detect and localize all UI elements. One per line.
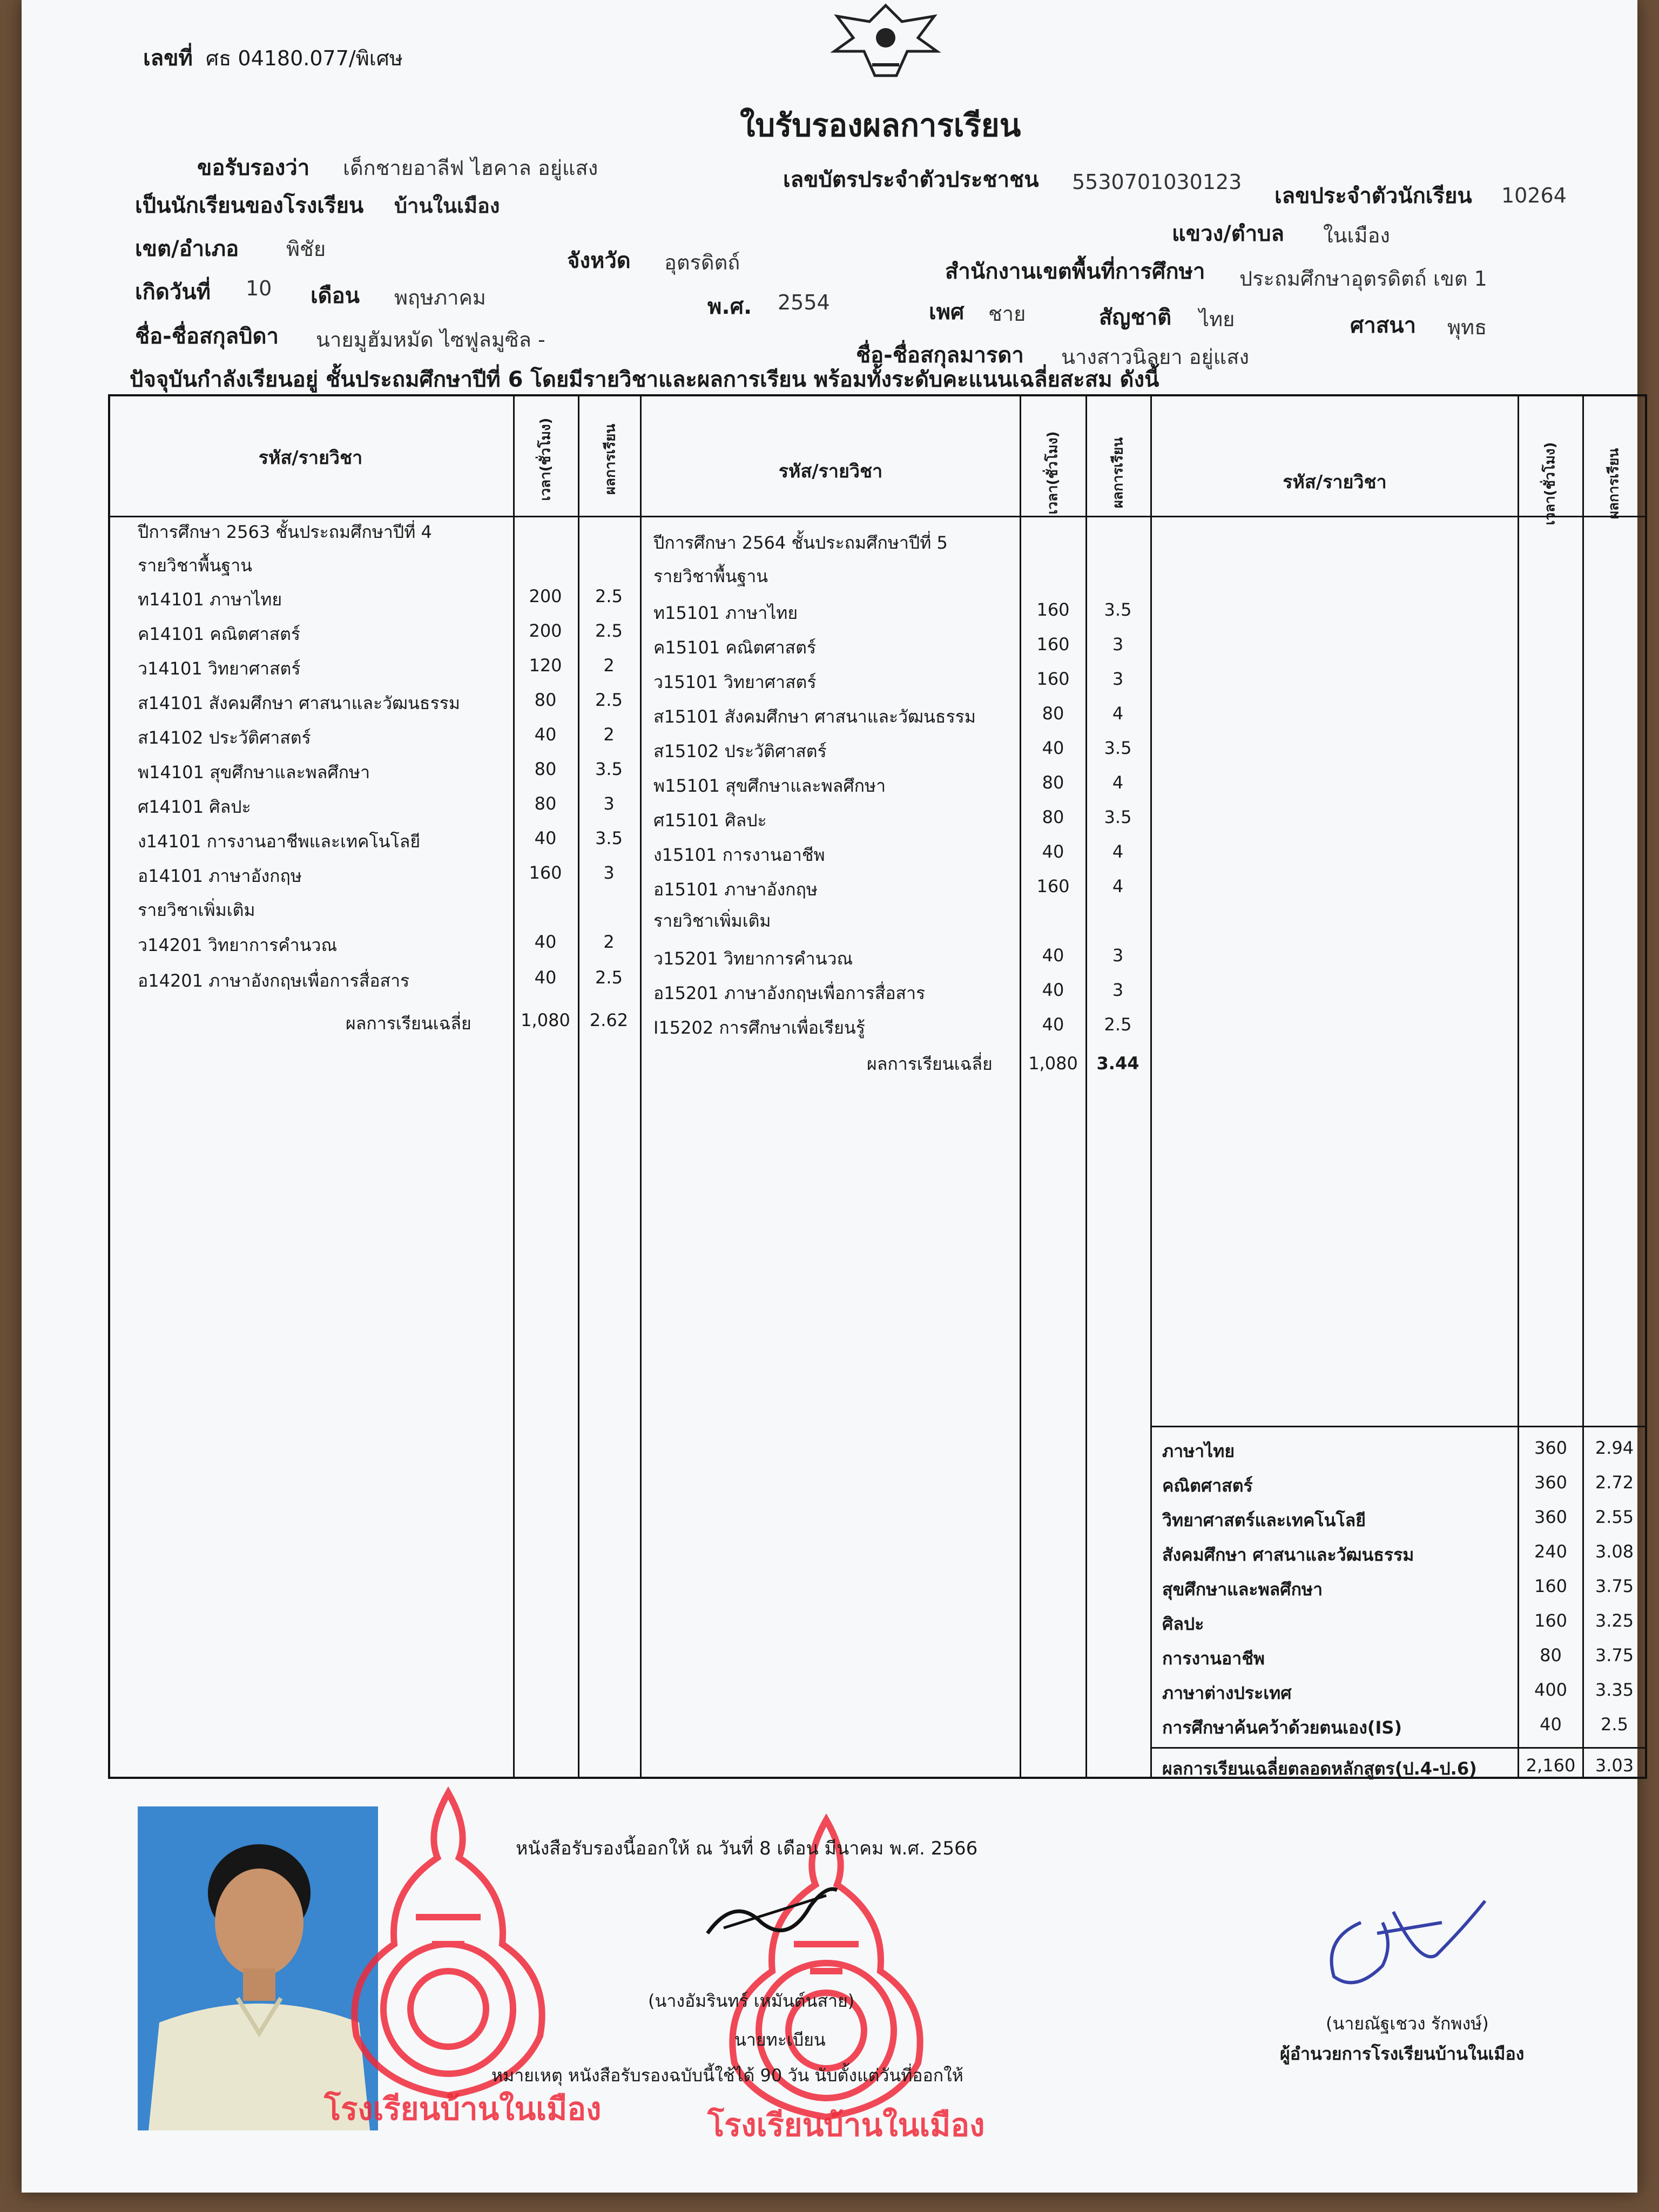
remark-note: หมายเหตุ หนังสือรับรองฉบับนี้ใช้ได้ 90 วัน นับตั้งแต่วันที่ออกให้ (491, 2065, 963, 2086)
col1-row-grade: 2.5 (595, 621, 623, 641)
summary-subject: ศิลปะ (1162, 1614, 1204, 1634)
summary-hours: 360 (1534, 1507, 1568, 1527)
col1-row-hours: 200 (529, 586, 562, 606)
col1-hours-header: เวลา(ชั่วโมง) (537, 417, 554, 501)
col2-row-grade: 3.5 (1104, 807, 1132, 827)
summary-hours: 80 (1540, 1645, 1562, 1665)
col1-extra-row-grade: 2.5 (595, 967, 623, 988)
mother-label: ชื่อ-ชื่อสกุลมารดา (856, 343, 1024, 368)
sex-label: เพศ (929, 300, 965, 325)
summary-hours: 400 (1534, 1680, 1568, 1700)
district-label: เขต/อำเภอ (135, 237, 239, 261)
summary-hours: 240 (1534, 1541, 1568, 1562)
school-value: บ้านในเมือง (394, 194, 500, 218)
doc-no-value: ศธ 04180.077/พิเศษ (206, 46, 403, 70)
col2-row-subject: พ15101 สุขศึกษาและพลศึกษา (653, 775, 886, 796)
student-id-label: เลขประจำตัวนักเรียน (1274, 184, 1472, 208)
col1-row-subject: ว14101 วิทยาศาสตร์ (138, 658, 301, 679)
col3-subject-header: รหัส/รายวิชา (1283, 471, 1387, 493)
summary-hours: 360 (1534, 1438, 1568, 1458)
col1-subject-header: รหัส/รายวิชา (258, 447, 363, 469)
office-label: สำนักงานเขตพื้นที่การศึกษา (945, 259, 1205, 284)
registrar-name: (นางอัมรินทร์ เหมันต์นสาย) (648, 1991, 855, 2011)
col1-row-subject: ค14101 คณิตศาสตร์ (138, 624, 301, 644)
mother-value: นางสาวนิลยา อยู่แสง (1061, 345, 1250, 369)
summary-subject: คณิตศาสตร์ (1162, 1475, 1253, 1496)
col2-row-grade: 3.5 (1104, 599, 1132, 620)
col2-basic-heading: รายวิชาพื้นฐาน (653, 566, 768, 586)
col1-row-grade: 3.5 (595, 759, 623, 779)
col2-row-grade: 3 (1112, 669, 1124, 689)
summary-grade: 3.08 (1595, 1541, 1634, 1562)
col1-extra-row-hours: 40 (534, 967, 557, 988)
col2-row-hours: 160 (1036, 876, 1070, 896)
col1-row-hours: 80 (534, 690, 557, 710)
col2-row-hours: 80 (1042, 772, 1064, 793)
col1-extra-row-subject: ว14201 วิทยาการคำนวณ (138, 935, 338, 955)
summary-hours: 160 (1534, 1576, 1568, 1596)
summary-subject: ภาษาต่างประเทศ (1162, 1683, 1292, 1703)
summary-subject: สังคมศึกษา ศาสนาและวัฒนธรรม (1162, 1545, 1414, 1565)
col2-row-grade: 4 (1112, 772, 1124, 793)
garuda-emblem (821, 0, 950, 81)
seal-center-text: โรงเรียนบ้านในเมือง (707, 2107, 985, 2143)
col1-basic-heading: รายวิชาพื้นฐาน (138, 555, 253, 576)
director-signature (1312, 1890, 1496, 1998)
seal-left-text: โรงเรียนบ้านในเมือง (324, 2090, 602, 2127)
col2-extra-row-hours: 40 (1042, 945, 1064, 966)
doc-no-label: เลขที่ (143, 46, 193, 71)
summary-grade: 2.72 (1595, 1472, 1634, 1493)
col1-row-hours: 40 (534, 724, 557, 745)
col2-row-subject: ง15101 การงานอาชีพ (653, 845, 825, 865)
born-label: เกิดวันที่ (135, 280, 211, 305)
col2-row-grade: 4 (1112, 876, 1124, 896)
col1-row-grade: 3.5 (595, 828, 623, 848)
col1-avg-label: ผลการเรียนเฉลี่ย (346, 1013, 471, 1034)
page-title: ใบรับรองผลการเรียน (740, 107, 1021, 144)
col2-avg-hours: 1,080 (1028, 1053, 1078, 1074)
summary-grade: 2.94 (1595, 1438, 1634, 1458)
col1-row-grade: 2.5 (595, 690, 623, 710)
born-year: 2554 (778, 291, 830, 314)
col1-row-subject: ง14101 การงานอาชีพและเทคโนโลยี (138, 831, 421, 852)
summary-grade: 2.5 (1601, 1714, 1628, 1735)
summary-subject: ภาษาไทย (1162, 1441, 1235, 1461)
col1-row-grade: 2 (603, 724, 615, 745)
overall-grade: 3.03 (1595, 1755, 1634, 1776)
col3-grade-header: ผลการเรียน (1606, 448, 1622, 520)
father-value: นายมูฮัมหมัด ไซฟูลมูซิล - (316, 328, 545, 352)
col2-row-hours: 40 (1042, 738, 1064, 758)
summary-grade: 2.55 (1595, 1507, 1634, 1527)
col1-row-subject: ส14101 สังคมศึกษา ศาสนาและวัฒนธรรม (138, 693, 460, 713)
col1-extra-row-grade: 2 (603, 932, 615, 952)
province-value: อุตรดิตถ์ (664, 251, 740, 274)
col2-extra-row-hours: 40 (1042, 980, 1064, 1000)
col1-row-subject: พ14101 สุขศึกษาและพลศึกษา (138, 762, 370, 783)
col2-row-hours: 40 (1042, 841, 1064, 862)
col1-row-subject: ส14102 ประวัติศาสตร์ (138, 727, 311, 748)
director-name: (นายณัฐเชวง รักพงษ์) (1326, 2013, 1489, 2034)
col1-extra-heading: รายวิชาเพิ่มเติม (138, 900, 255, 920)
col2-row-grade: 4 (1112, 703, 1124, 724)
id-card-label: เลขบัตรประจำตัวประชาชน (783, 167, 1039, 192)
col1-row-grade: 3 (603, 793, 615, 814)
office-value: ประถมศึกษาอุตรดิตถ์ เขต 1 (1239, 267, 1487, 291)
summary-hours: 160 (1534, 1610, 1568, 1631)
col1-row-grade: 2.5 (595, 586, 623, 606)
col1-row-hours: 80 (534, 759, 557, 779)
sex-value: ชาย (988, 302, 1026, 326)
col1-row-subject: อ14101 ภาษาอังกฤษ (138, 866, 302, 886)
subdistrict-label: แขวง/ตำบล (1172, 221, 1285, 246)
col1-row-subject: ศ14101 ศิลปะ (138, 797, 251, 817)
col2-row-grade: 3 (1112, 634, 1124, 655)
col1-extra-row-subject: อ14201 ภาษาอังกฤษเพื่อการสื่อสาร (138, 970, 410, 991)
registrar-signature (702, 1874, 842, 1944)
summary-hours: 40 (1540, 1714, 1562, 1735)
month-label: เดือน (311, 284, 360, 308)
col2-extra-row-subject: I15202 การศึกษาเพื่อเรียนรู้ (653, 1017, 865, 1038)
col2-extra-row-grade: 3 (1112, 980, 1124, 1000)
col2-extra-row-hours: 40 (1042, 1014, 1064, 1035)
col2-row-grade: 3.5 (1104, 738, 1132, 758)
father-label: ชื่อ-ชื่อสกุลบิดา (135, 324, 279, 349)
summary-subject: สุขศึกษาและพลศึกษา (1162, 1579, 1323, 1600)
registrar-title: นายทะเบียน (734, 2029, 826, 2050)
summary-subject: การงานอาชีพ (1162, 1648, 1265, 1669)
religion-value: พุทธ (1447, 315, 1487, 339)
col2-row-hours: 160 (1036, 634, 1070, 655)
col2-row-subject: ส15101 สังคมศึกษา ศาสนาและวัฒนธรรม (653, 706, 976, 727)
summary-grade: 3.75 (1595, 1576, 1634, 1596)
col2-extra-row-grade: 2.5 (1104, 1014, 1132, 1035)
col1-row-grade: 3 (603, 862, 615, 883)
summary-subject: วิทยาศาสตร์และเทคโนโลยี (1162, 1510, 1366, 1530)
col1-grade-header: ผลการเรียน (602, 423, 619, 495)
col2-row-hours: 80 (1042, 807, 1064, 827)
col1-avg-grade: 2.62 (589, 1010, 629, 1030)
district-value: พิชัย (286, 237, 326, 261)
issued-text: หนังสือรับรองนี้ออกให้ ณ วันที่ 8 เดือน มีนาคม พ.ศ. 2566 (516, 1838, 978, 1859)
col1-row-hours: 40 (534, 828, 557, 848)
certificate-sheet (22, 0, 1637, 2193)
summary-grade: 3.25 (1595, 1610, 1634, 1631)
col2-extra-heading: รายวิชาเพิ่มเติม (653, 911, 771, 931)
col2-row-subject: ศ15101 ศิลปะ (653, 810, 767, 831)
student-name: เด็กชายอาลีฟ ไฮคาล อยู่แสง (343, 156, 598, 180)
col2-extra-row-grade: 3 (1112, 945, 1124, 966)
col2-year-heading: ปีการศึกษา 2564 ชั้นประถมศึกษาปีที่ 5 (653, 532, 948, 553)
col2-extra-row-subject: ว15201 วิทยาการคำนวณ (653, 948, 853, 969)
col1-row-hours: 80 (534, 793, 557, 814)
subdistrict-value: ในเมือง (1323, 224, 1390, 247)
summary-grade: 3.35 (1595, 1680, 1634, 1700)
summary-hours: 360 (1534, 1472, 1568, 1493)
col2-avg-label: ผลการเรียนเฉลี่ย (867, 1054, 993, 1074)
student-id-value: 10264 (1501, 184, 1567, 207)
born-month: พฤษภาคม (394, 286, 486, 309)
col1-avg-hours: 1,080 (521, 1010, 570, 1030)
overall-label: ผลการเรียนเฉลี่ยตลอดหลักสูตร(ป.4-ป.6) (1162, 1758, 1477, 1779)
col2-row-subject: ว15101 วิทยาศาสตร์ (653, 672, 817, 692)
col2-extra-row-subject: อ15201 ภาษาอังกฤษเพื่อการสื่อสาร (653, 983, 926, 1003)
intro-text: ปัจจุบันกำลังเรียนอยู่ ชั้นประถมศึกษาปีที่ 6 โดยมีรายวิชาและผลการเรียน พร้อมทั้งระดับคะแนนเฉลี่ยสะสม ดังนี้ (130, 367, 1159, 392)
col2-grade-header: ผลการเรียน (1110, 437, 1127, 509)
col1-row-hours: 120 (529, 655, 562, 676)
col2-row-subject: ค15101 คณิตศาสตร์ (653, 637, 817, 658)
col1-year-heading: ปีการศึกษา 2563 ชั้นประถมศึกษาปีที่ 4 (138, 522, 432, 542)
director-title: ผู้อำนวยการโรงเรียนบ้านในเมือง (1280, 2044, 1525, 2064)
year-label: พ.ศ. (707, 294, 752, 319)
id-card-value: 5530701030123 (1072, 170, 1242, 194)
col2-row-hours: 160 (1036, 669, 1070, 689)
province-label: จังหวัด (567, 248, 631, 273)
col2-row-subject: ท15101 ภาษาไทย (653, 603, 798, 623)
col2-avg-grade: 3.44 (1096, 1053, 1139, 1074)
summary-subject: การศึกษาค้นคว้าด้วยตนเอง(IS) (1162, 1717, 1402, 1738)
school-label: เป็นนักเรียนของโรงเรียน (135, 193, 364, 218)
nationality-value: ไทย (1199, 307, 1235, 331)
col1-row-subject: ท14101 ภาษาไทย (138, 589, 282, 610)
col2-subject-header: รหัส/รายวิชา (778, 461, 883, 482)
nationality-label: สัญชาติ (1099, 305, 1172, 330)
col2-hours-header: เวลา(ชั่วโมง) (1044, 431, 1061, 515)
summary-grade: 3.75 (1595, 1645, 1634, 1665)
col2-row-hours: 80 (1042, 703, 1064, 724)
col3-hours-header: เวลา(ชั่วโมง) (1542, 442, 1559, 525)
col2-row-subject: อ15101 ภาษาอังกฤษ (653, 879, 818, 900)
col1-row-grade: 2 (603, 655, 615, 676)
col2-row-hours: 160 (1036, 599, 1070, 620)
born-day: 10 (246, 276, 272, 300)
col1-extra-row-hours: 40 (534, 932, 557, 952)
col1-row-hours: 160 (529, 862, 562, 883)
religion-label: ศาสนา (1350, 313, 1417, 338)
col2-row-grade: 4 (1112, 841, 1124, 862)
col2-row-subject: ส15102 ประวัติศาสตร์ (653, 741, 827, 761)
certify-label: ขอรับรองว่า (197, 156, 310, 180)
overall-hours: 2,160 (1526, 1755, 1576, 1776)
col1-row-hours: 200 (529, 621, 562, 641)
